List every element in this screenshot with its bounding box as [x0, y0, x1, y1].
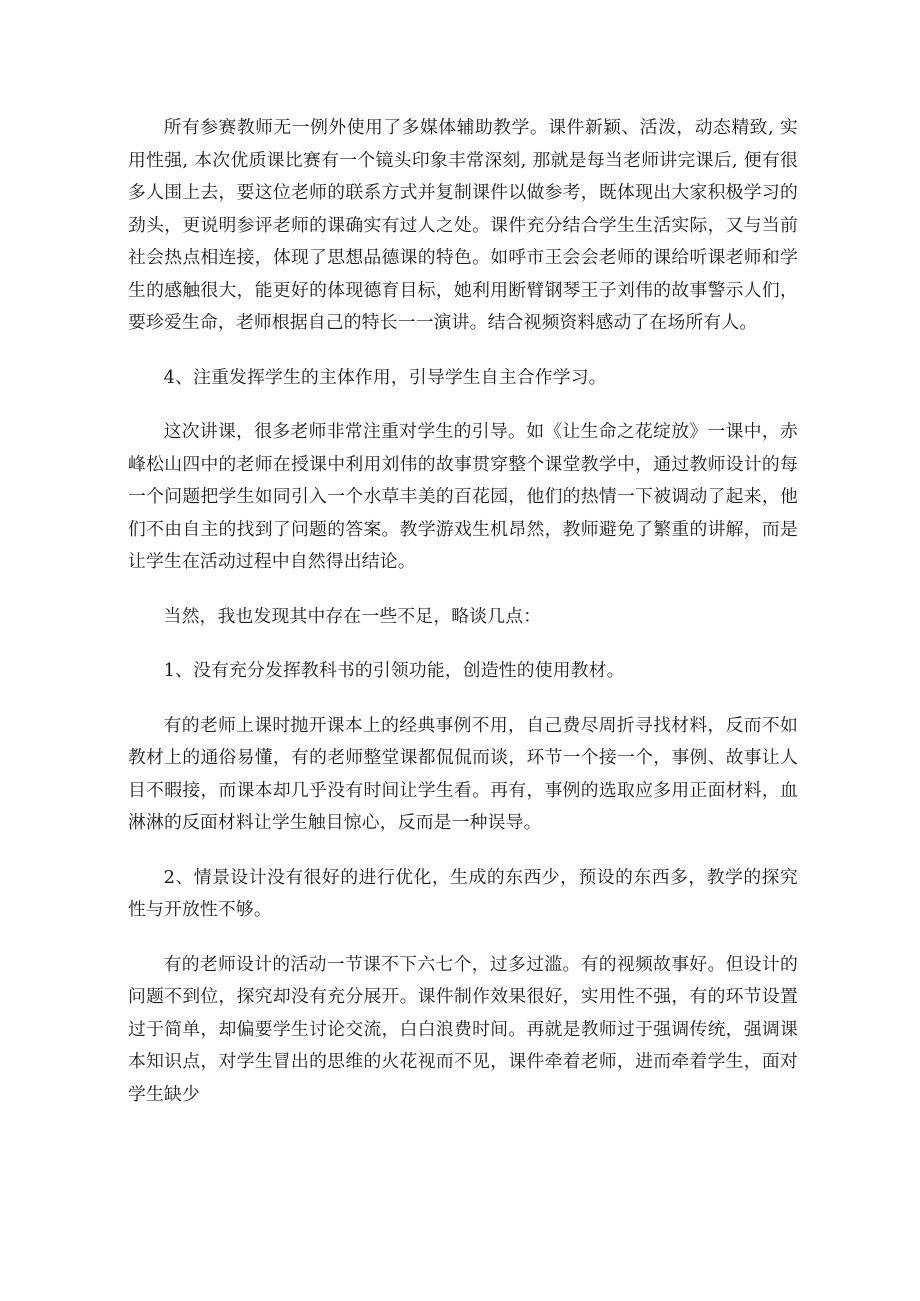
document-page	[128, 112, 798, 1133]
shortcoming-heading-1: 1、没有充分发挥教科书的引领功能，创造性的使用教材。	[163, 660, 625, 681]
paragraph-textbook: 有的老师上课时抛开课本上的经典事例不用，自己费尽周折寻找材料，反而不如教材上的通俗易懂，有的老师整堂课都侃侃而谈，环节一个接一个，事例、故事让人目不暇接，而课本却几乎没有时间让学生看。再有，事例的选取应多用正面材料，血淋淋的反面材料让学生触目惊心，反而是一种误导。	[128, 714, 798, 833]
shortcoming-heading-2: 2、情景设计没有很好的进行优化，生成的东西少，预设的东西多，教学的探究性与开放性不够。	[128, 866, 798, 920]
paragraph-activities: 有的老师设计的活动一节课不下六七个，过多过滥。有的视频故事好。但设计的问题不到位，探究却没有充分展开。课件制作效果很好，实用性不强，有的环节设置过于简单，却偏要学生讨论交流，白白浪费时间。再就是教师过于强调传统，强调课本知识点，对学生冒出的思维的火花视而不见，课件牵着老师，进而牵着学生，面对学生缺少	[128, 953, 798, 1105]
paragraph-guidance: 这次讲课，很多老师非常注重对学生的引导。如《让生命之花绽放》一课中，赤峰松山四中的老师在授课中利用刘伟的故事贯穿整个课堂教学中，通过教师设计的每一个问题把学生如同引入一个水草丰美的百花园，他们的热情一下被调动了起来，他们不由自主的找到了问题的答案。教学游戏生机昂然，教师避免了繁重的讲解，而是让学生在活动过程中自然得出结论。	[128, 421, 798, 572]
shortcomings-intro: 当然，我也发现其中存在一些不足，略谈几点：	[163, 605, 542, 627]
section-heading-4: 4、注重发挥学生的主体作用，引导学生自主合作学习。	[163, 366, 607, 388]
paragraph-multimedia: 所有参赛教师无一例外使用了多媒体辅助教学。课件新颖、活泼，动态精致, 实用性强, 本次优质课比赛有一个镜头印象丰常深刻, 那就是每当老师讲完课后, 便有很多人围上去，要这位老师的联系方式并复制课件以做参考，既体现出大家积极学习的劲头，更说明参评老师的课确实有过人之处。课件充分结合学生生活实际，又与当前社会热点相连接，体现了思想品德课的特色。如呼市王会会老师的课给听课老师和学生的感触很大，能更好的体现德育目标，她利用断臂钢琴王子刘伟的故事警示人们，要珍爱生命，老师根据自己的特长一一演讲。结合视频资料感动了在场所有人。	[128, 117, 798, 333]
